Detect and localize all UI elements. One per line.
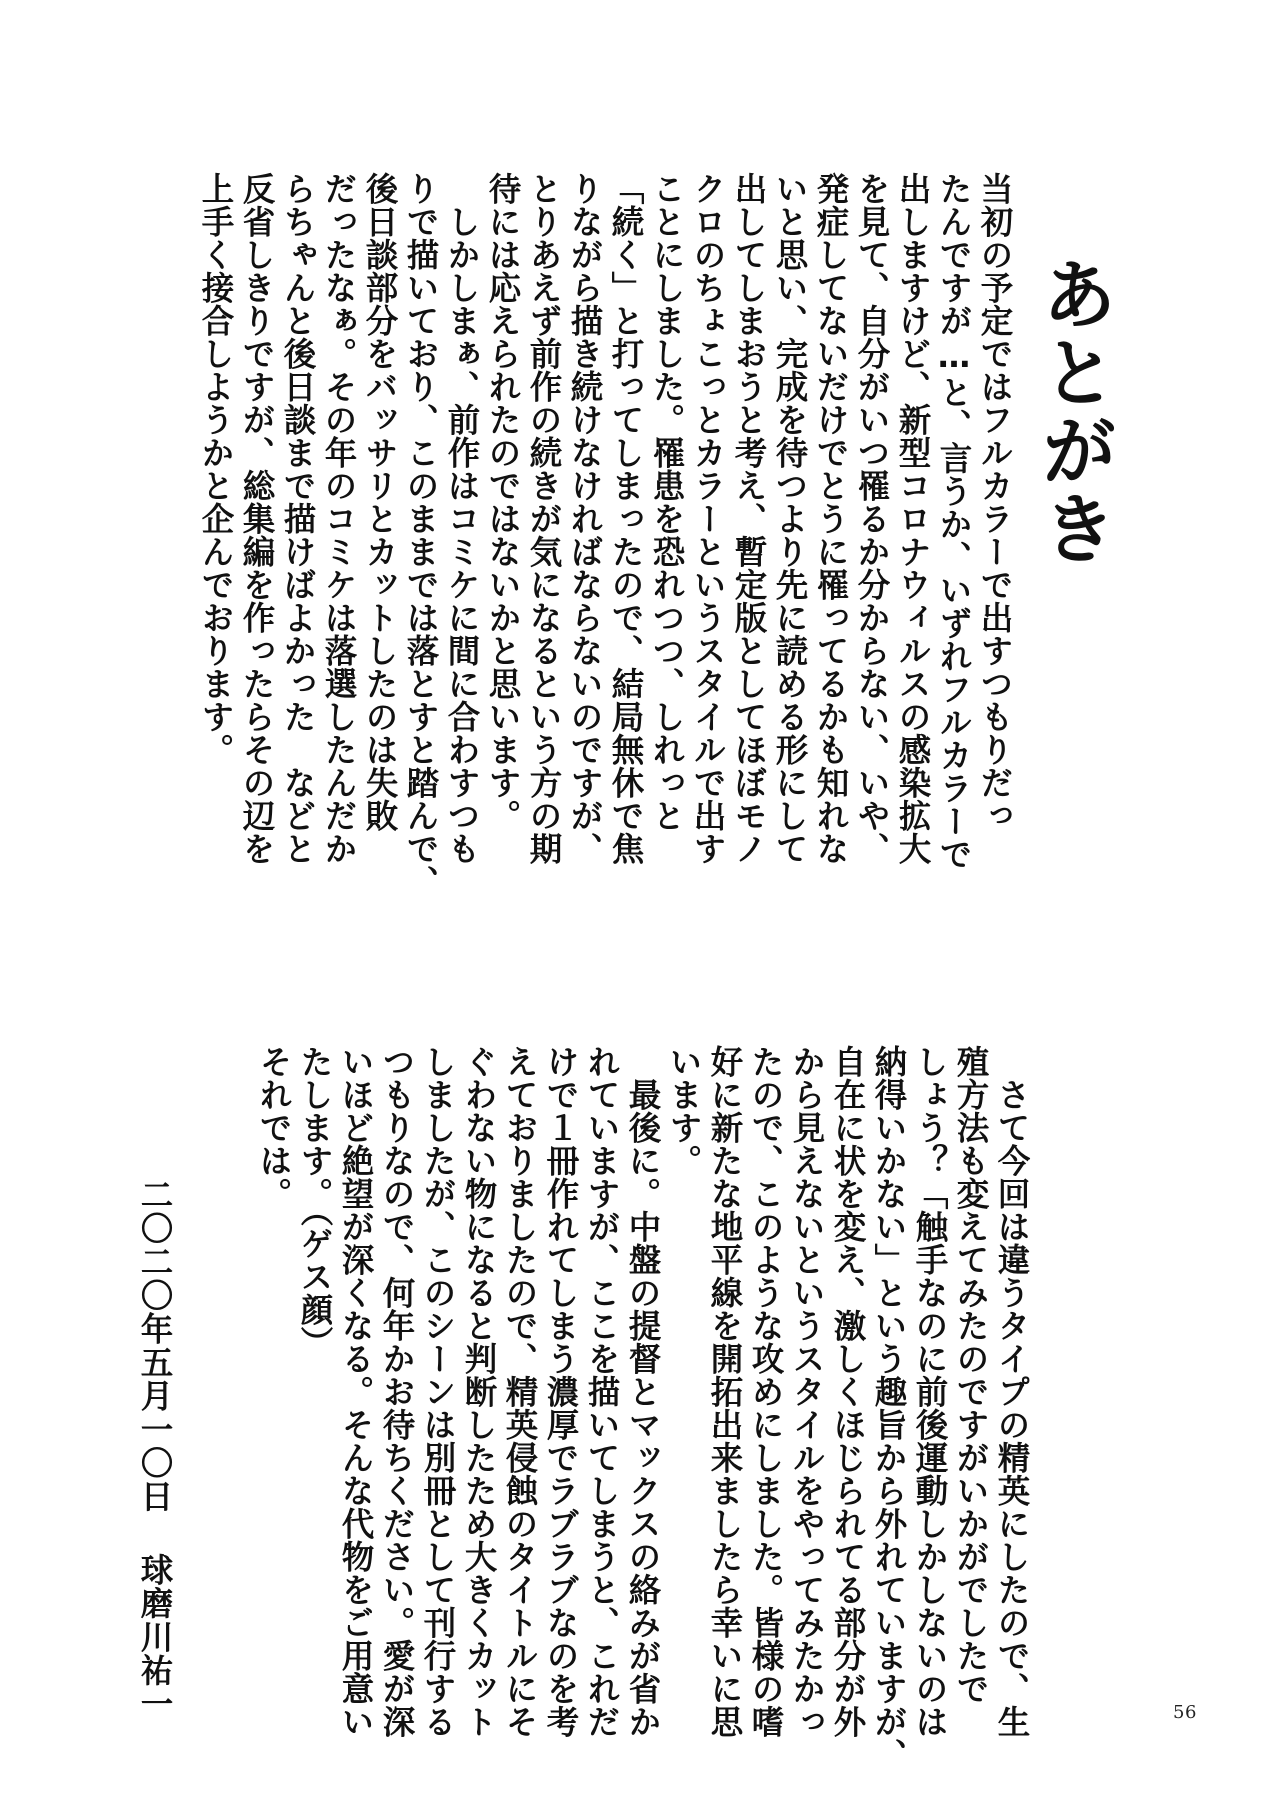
body-line: 出しますけど、新型コロナウィルスの感染拡大 <box>894 172 932 865</box>
signature-author: 球磨川祐一 <box>136 1553 174 1721</box>
body-line: だったなぁ。その年のコミケは落選したんだか <box>320 172 358 865</box>
body-line: れていますが、ここを描いてしまうと、これだ <box>583 1045 621 1738</box>
body-line: たんですが…と、言うか、いずれフルカラーで <box>935 172 973 871</box>
body-line: とりあえず前作の続きが気になるという方の期 <box>525 172 563 865</box>
body-line: ことにしました。罹患を恐れつつ、しれっと <box>648 172 686 832</box>
body-line: らちゃんと後日談まで描けばよかった などと <box>279 172 317 865</box>
body-line: 上手く接合しようかと企んでおります。 <box>197 172 235 766</box>
body-line: しょう？「触手なのに前後運動しかしないのは <box>911 1045 949 1738</box>
signature-date: 二〇二〇年五月一〇日 <box>136 1178 174 1513</box>
body-line: りで描いており、このままでは落とすと踏んで、 <box>402 172 440 898</box>
body-line: 発症してないだけでとうに罹ってるかも知れな <box>812 172 850 865</box>
page-title: あとがき <box>1029 255 1118 567</box>
body-line: えておりましたので、精英侵蝕のタイトルにそ <box>501 1045 539 1738</box>
body-line: つもりなので、何年かお待ちください。愛が深 <box>378 1045 416 1738</box>
body-line: 出してしまおうと考え、暫定版としてほぼモノ <box>730 172 768 865</box>
afterword-body-top <box>195 172 1015 898</box>
afterword-body-bottom <box>253 1045 1032 1771</box>
body-line: りながら描き続けなければならないのですが、 <box>566 172 604 865</box>
body-line: それでは。 <box>255 1045 293 1210</box>
body-line: 「続く」と打ってしまったので、結局無休で焦 <box>607 172 645 865</box>
body-line: 後日談部分をバッサリとカットしたのは失敗 <box>361 172 399 832</box>
body-line: しかしまぁ、前作はコミケに間に合わすつも <box>443 172 481 865</box>
body-line: 殖方法も変えてみたのですがいかがでしたで <box>952 1045 990 1705</box>
body-line: 待には応えられたのではないかと思います。 <box>484 172 522 832</box>
body-line: 反省しきりですが、総集編を作ったらその辺を <box>238 172 276 865</box>
body-line: 当初の予定ではフルカラーで出すつもりだっ <box>976 172 1014 832</box>
body-line: いほど絶望が深くなる。そんな代物をご用意い <box>337 1045 375 1738</box>
body-line: さて今回は違うタイプの精英にしたので、生 <box>993 1045 1031 1738</box>
body-line: けで１冊作れてしまう濃厚でラブラブなのを考 <box>542 1045 580 1738</box>
body-line: 好に新たな地平線を開拓出来ましたら幸いに思 <box>706 1045 744 1738</box>
body-line: ぐわない物になると判断したため大きくカット <box>460 1045 498 1738</box>
body-line: から見えないというスタイルをやってみたかっ <box>788 1045 826 1738</box>
body-line: 自在に状を変え、激しくほじられてる部分が外 <box>829 1045 867 1738</box>
body-line: しましたが、このシーンは別冊として刊行する <box>419 1045 457 1738</box>
body-line: たします。（ゲス顔） <box>296 1045 334 1359</box>
body-line: を見て、自分がいつ罹るか分からない、いや、 <box>853 172 891 865</box>
body-line: 最後に。中盤の提督とマックスの絡みが省か <box>624 1045 662 1738</box>
body-line: いと思い、完成を待つより先に読める形にして <box>771 172 809 865</box>
body-line: 納得いかない」という趣旨から外れていますが、 <box>870 1045 908 1771</box>
body-line: クロのちょこっとカラーというスタイルで出す <box>689 172 727 865</box>
page-number: 56 <box>1173 1702 1197 1723</box>
body-line: たので、このような攻めにしました。皆様の嗜 <box>747 1045 785 1738</box>
signature <box>134 1178 175 1721</box>
body-line: います。 <box>665 1045 703 1177</box>
